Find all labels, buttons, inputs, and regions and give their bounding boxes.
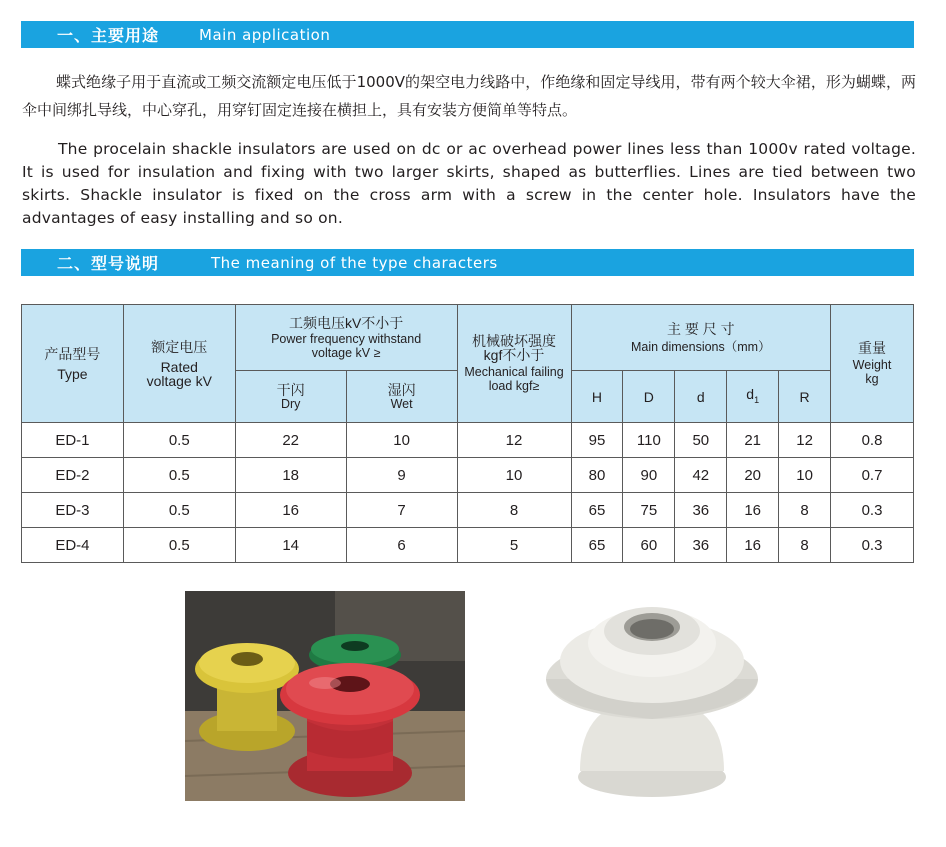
- section-title-en: Main application: [199, 25, 331, 44]
- table-cell: 0.3: [831, 493, 914, 528]
- header-dry: 干闪 Dry: [235, 371, 346, 423]
- header-power-frequency: 工频电压kV不小于 Power frequency withstand voltage kV ≥: [235, 305, 457, 371]
- table-cell: 36: [675, 528, 727, 563]
- table-cell: 5: [457, 528, 571, 563]
- table-cell: 90: [623, 458, 675, 493]
- table-row: [22, 423, 914, 458]
- application-paragraph-cn: 蝶式绝缘子用于直流或工频交流额定电压低于1000V的架空电力线路中，作绝缘和固定导线用，带有两个较大伞裙，形为蝴蝶，两伞中间绑扎导线，中心穿孔，用穿钉固定连接在横担上，具有安装方便简单等特点。: [22, 73, 916, 119]
- header-d: d: [675, 371, 727, 423]
- table-cell: 10: [779, 458, 831, 493]
- table-cell: 16: [727, 493, 779, 528]
- table-row: [22, 458, 914, 493]
- table-cell: ED-3: [22, 493, 124, 528]
- section-header-main-application: [21, 21, 914, 48]
- header-wet: 湿闪 Wet: [346, 371, 457, 423]
- table-cell: 42: [675, 458, 727, 493]
- section-title-en: The meaning of the type characters: [211, 253, 498, 272]
- header-type: 产品型号 Type: [22, 305, 124, 423]
- section-title-cn: 二、型号说明: [57, 254, 160, 273]
- header-D: D: [623, 371, 675, 423]
- application-paragraph-en: The procelain shackle insulators are used on dc or ac overhead power lines less than 1000v rated voltage. It is used for insulation and fixing with two larger skirts, shaped as butterflies. Lines are tied between two skirts. Shackle insulator is fixed on the cross arm with a screw in the center hole. Insulators have the advantages of easy installing and so on.: [22, 140, 916, 227]
- colored-insulators-photo: [185, 591, 465, 801]
- white-insulator-illustration: [540, 591, 770, 801]
- table-cell: 7: [346, 493, 457, 528]
- table-cell: 0.5: [123, 528, 235, 563]
- table-cell: ED-1: [22, 423, 124, 458]
- table-cell: 0.7: [831, 458, 914, 493]
- section-header-type-meaning: [21, 249, 914, 276]
- table-cell: 6: [346, 528, 457, 563]
- table-cell: 20: [727, 458, 779, 493]
- header-R: R: [779, 371, 831, 423]
- table-cell: 8: [457, 493, 571, 528]
- table-cell: 16: [235, 493, 346, 528]
- table-cell: 14: [235, 528, 346, 563]
- table-cell: 50: [675, 423, 727, 458]
- table-cell: ED-2: [22, 458, 124, 493]
- table-cell: 36: [675, 493, 727, 528]
- table-cell: 80: [571, 458, 623, 493]
- table-cell: 10: [457, 458, 571, 493]
- header-mechanical-load: 机械破坏强度 kgf不小于 Mechanical failing load kgf≥: [457, 305, 571, 423]
- header-H: H: [571, 371, 623, 423]
- table-cell: 0.8: [831, 423, 914, 458]
- table-cell: 16: [727, 528, 779, 563]
- table-cell: 0.3: [831, 528, 914, 563]
- table-cell: 10: [346, 423, 457, 458]
- table-cell: 18: [235, 458, 346, 493]
- header-weight: 重量 Weight kg: [831, 305, 914, 423]
- table-cell: 22: [235, 423, 346, 458]
- table-cell: 65: [571, 493, 623, 528]
- table-cell: 21: [727, 423, 779, 458]
- table-cell: 95: [571, 423, 623, 458]
- table-cell: 9: [346, 458, 457, 493]
- table-cell: 8: [779, 528, 831, 563]
- table-row: [22, 528, 914, 563]
- colored-insulators-illustration: [185, 591, 465, 801]
- header-main-dimensions: 主 要 尺 寸 Main dimensions（mm）: [571, 305, 831, 371]
- table-cell: 0.5: [123, 423, 235, 458]
- header-d1: $d_1$: [727, 371, 779, 423]
- table-cell: 75: [623, 493, 675, 528]
- table-cell: 0.5: [123, 493, 235, 528]
- table-cell: ED-4: [22, 528, 124, 563]
- table-cell: 0.5: [123, 458, 235, 493]
- type-spec-table: [21, 304, 914, 563]
- table-cell: 12: [779, 423, 831, 458]
- header-rated-voltage: 额定电压 Rated voltage kV: [123, 305, 235, 423]
- table-cell: 8: [779, 493, 831, 528]
- table-cell: 12: [457, 423, 571, 458]
- table-cell: 65: [571, 528, 623, 563]
- table-row: [22, 493, 914, 528]
- table-cell: 60: [623, 528, 675, 563]
- white-insulator-photo: [540, 591, 770, 801]
- table-cell: 110: [623, 423, 675, 458]
- section-title-cn: 一、主要用途: [57, 26, 160, 45]
